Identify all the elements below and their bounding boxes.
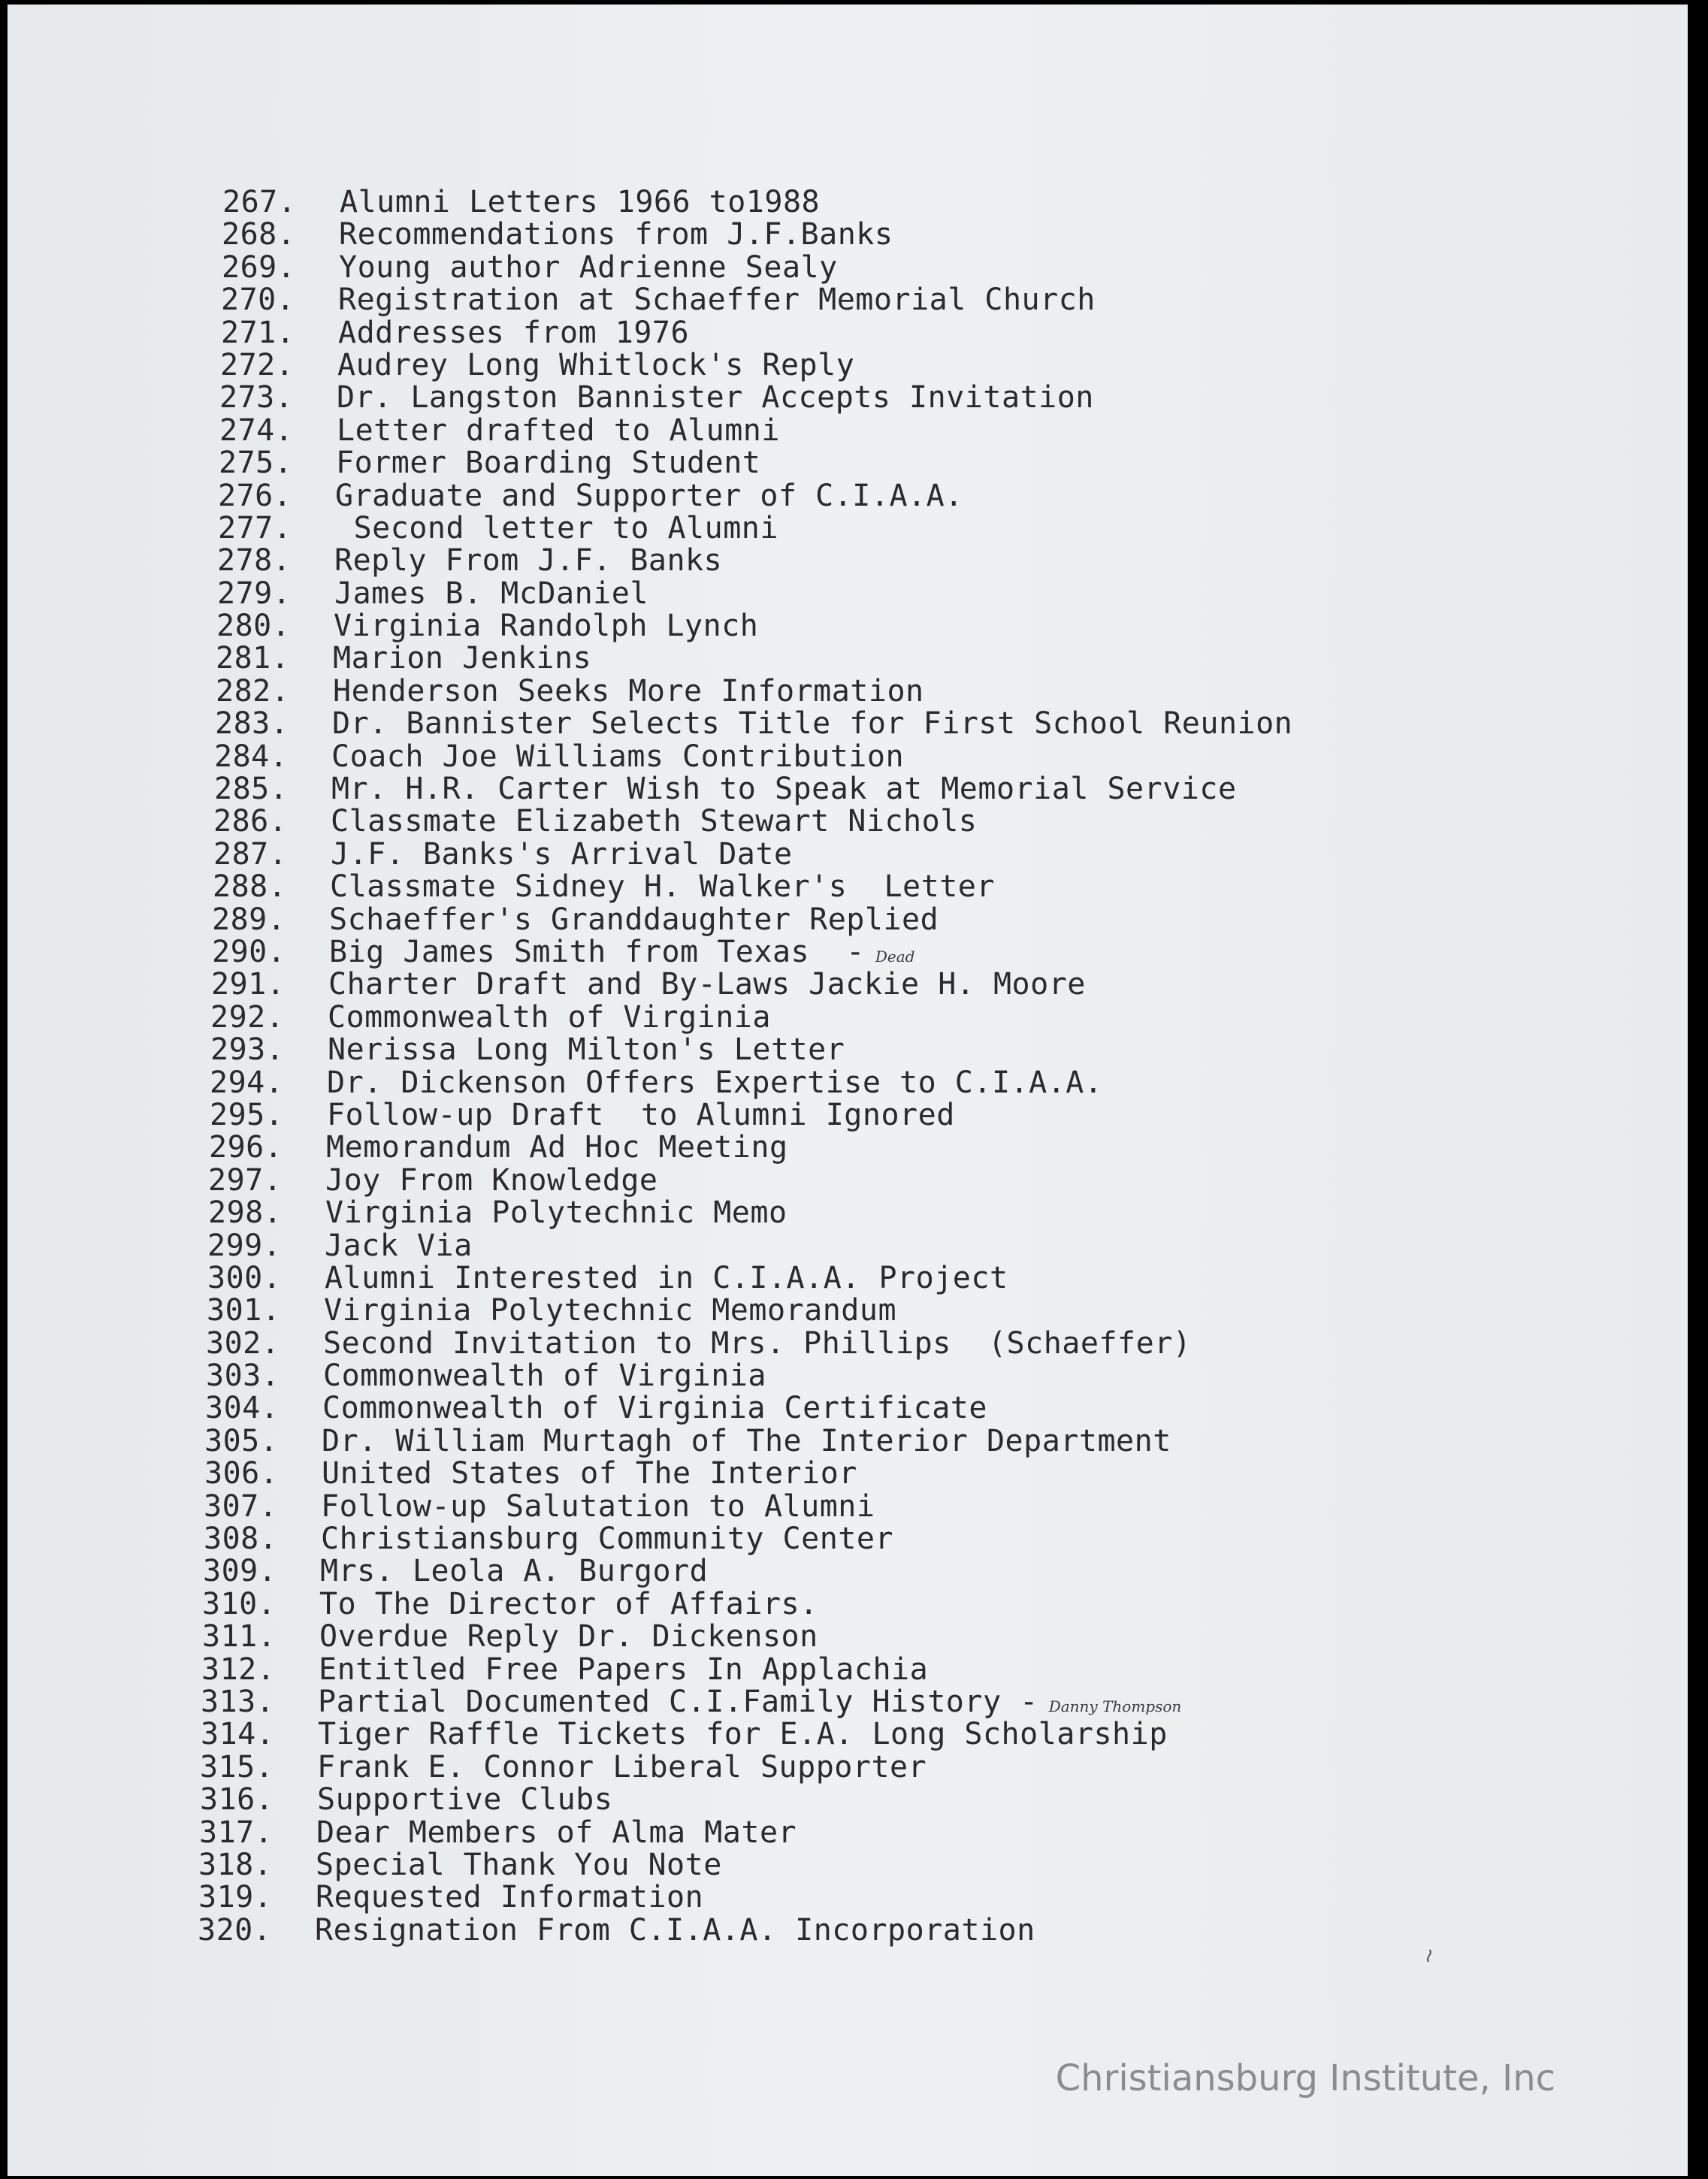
item-number: 304.	[205, 1391, 280, 1426]
list-item	[213, 836, 1641, 872]
item-title: Former Boarding Student	[336, 446, 761, 481]
item-title: Supportive Clubs	[317, 1782, 613, 1818]
list-item	[205, 1392, 1633, 1425]
item-title: Classmate Sidney H. Walker's Letter	[330, 869, 995, 905]
item-title: Mrs. Leola A. Burgord	[320, 1554, 709, 1589]
list-item	[220, 349, 1648, 382]
item-number: 308.	[204, 1522, 278, 1557]
list-item	[221, 284, 1649, 316]
list-item	[213, 805, 1641, 838]
item-title: Partial Documented C.I.Family History -	[318, 1684, 1038, 1719]
watermark: Christiansburg Institute, Inc	[1055, 2057, 1555, 2099]
list-item	[207, 1262, 1635, 1295]
item-number: 291.	[211, 967, 286, 1002]
item-title: Follow-up Draft to Alumni Ignored	[327, 1097, 955, 1132]
list-item	[217, 578, 1645, 610]
item-title: Letter drafted to Alumni	[337, 413, 780, 448]
handwritten-note: Dead	[875, 947, 915, 966]
list-item	[218, 480, 1646, 512]
item-number: 275.	[219, 446, 293, 481]
item-number: 286.	[213, 804, 288, 839]
list-item	[206, 1360, 1634, 1392]
item-title: Commonwealth of Virginia	[323, 1358, 766, 1394]
list-item	[198, 1849, 1626, 1881]
item-title: Henderson Seeks More Information	[333, 673, 924, 709]
list-item	[203, 1555, 1631, 1588]
item-number: 267.	[222, 185, 297, 219]
item-title: Dr. Langston Bannister Accepts Invitation	[337, 380, 1094, 416]
handwritten-note: Danny Thompson	[1048, 1697, 1182, 1715]
item-number: 279.	[217, 576, 292, 611]
list-item	[204, 1458, 1632, 1490]
item-title: Tiger Raffle Tickets for E.A. Long Scholarship	[318, 1717, 1168, 1752]
item-title: Joy From Knowledge	[325, 1162, 658, 1198]
list-item	[212, 936, 1640, 969]
item-number: 296.	[209, 1130, 283, 1165]
item-title: Requested Information	[316, 1880, 704, 1915]
item-number: 285.	[214, 772, 289, 807]
list-item	[201, 1654, 1629, 1686]
item-number: 284.	[214, 739, 289, 774]
item-number: 314.	[201, 1717, 275, 1752]
list-item	[219, 382, 1647, 414]
item-title: Resignation From C.I.A.A. Incorporation	[315, 1912, 1035, 1948]
list-item	[208, 1162, 1636, 1198]
list-item	[216, 675, 1643, 708]
item-title: Schaeffer's Granddaughter Replied	[329, 902, 939, 937]
item-number: 312.	[201, 1652, 276, 1687]
list-item	[210, 1099, 1637, 1132]
item-title: Audrey Long Whitlock's Reply	[337, 347, 855, 382]
item-title: Addresses from 1976	[338, 315, 690, 350]
list-item	[216, 610, 1644, 642]
list-item	[219, 415, 1647, 447]
item-number: 271.	[221, 315, 295, 350]
list-item	[204, 1425, 1632, 1458]
item-number: 289.	[212, 902, 286, 937]
item-title: Nerissa Long Milton's Letter	[328, 1032, 845, 1068]
list-item	[202, 1588, 1630, 1621]
item-title: Young author Adrienne Sealy	[339, 249, 838, 285]
list-item	[218, 512, 1646, 545]
list-item	[206, 1325, 1634, 1361]
item-title: Recommendations from J.F.Banks	[339, 217, 893, 252]
item-title: Coach Joe Williams Contribution	[331, 739, 905, 774]
list-item	[202, 1621, 1630, 1653]
item-number: 309.	[203, 1554, 277, 1589]
document-page	[8, 5, 1688, 2176]
item-number: 315.	[200, 1749, 274, 1785]
item-number: 294.	[210, 1065, 284, 1100]
item-title: Second Invitation to Mrs. Phillips (Schaeffer)	[323, 1325, 1192, 1361]
item-number: 311.	[202, 1619, 277, 1655]
item-number: 282.	[216, 673, 290, 709]
item-number: 277.	[218, 510, 292, 546]
item-number: 300.	[207, 1260, 282, 1295]
item-number: 305.	[204, 1423, 279, 1458]
entry-list	[198, 185, 1650, 1948]
item-title: Jack Via	[325, 1228, 473, 1263]
item-number: 281.	[216, 641, 290, 676]
list-item	[216, 642, 1643, 675]
list-item	[200, 1751, 1628, 1784]
item-number: 303.	[206, 1358, 280, 1394]
item-number: 319.	[198, 1880, 273, 1915]
item-number: 269.	[222, 249, 296, 285]
item-title: J.F. Banks's Arrival Date	[331, 836, 793, 872]
item-title: Marion Jenkins	[333, 641, 592, 676]
item-number: 293.	[210, 1032, 285, 1068]
item-number: 316.	[200, 1782, 274, 1818]
item-title: Dr. William Murtagh of The Interior Department	[322, 1423, 1171, 1458]
item-title: Mr. H.R. Carter Wish to Speak at Memorial Service	[331, 772, 1237, 807]
item-number: 287.	[213, 836, 288, 872]
list-item	[211, 969, 1639, 1001]
list-item	[207, 1295, 1634, 1327]
item-title: Graduate and Supporter of C.I.A.A.	[335, 478, 963, 513]
item-number: 301.	[207, 1293, 281, 1328]
list-item	[222, 219, 1649, 251]
item-title: Reply From J.F. Banks	[334, 543, 723, 579]
item-number: 299.	[207, 1228, 282, 1263]
list-item	[200, 1784, 1628, 1816]
item-title: Commonwealth of Virginia Certificate	[322, 1391, 987, 1426]
list-item	[198, 1881, 1626, 1914]
item-title: Commonwealth of Virginia	[328, 999, 771, 1035]
item-title: Frank E. Connor Liberal Supporter	[317, 1749, 927, 1785]
list-item	[204, 1488, 1631, 1524]
item-title: Overdue Reply Dr. Dickenson	[319, 1619, 818, 1655]
list-item	[222, 249, 1649, 285]
list-item	[198, 1912, 1625, 1948]
item-number: 290.	[212, 934, 286, 969]
item-number: 318.	[198, 1847, 273, 1882]
item-title: Memorandum Ad Hoc Meeting	[326, 1130, 788, 1165]
item-number: 274.	[219, 413, 294, 448]
item-title: Dear Members of Alma Mater	[316, 1815, 797, 1850]
list-item	[219, 447, 1646, 479]
item-number: 276.	[218, 478, 292, 513]
list-item	[210, 1067, 1637, 1099]
list-item	[201, 1718, 1628, 1751]
list-item	[217, 545, 1645, 577]
list-item	[210, 999, 1638, 1035]
item-title: Follow-up Salutation to Alumni	[321, 1488, 875, 1524]
list-item	[214, 741, 1642, 773]
list-item	[207, 1230, 1635, 1262]
item-number: 298.	[208, 1195, 283, 1231]
item-title: Dr. Bannister Selects Title for First School Reunion	[332, 706, 1293, 742]
item-number: 272.	[220, 347, 295, 382]
item-title: Virginia Polytechnic Memorandum	[324, 1293, 897, 1328]
item-title: To The Director of Affairs.	[319, 1586, 818, 1621]
list-item	[222, 186, 1650, 219]
item-number: 310.	[202, 1586, 277, 1621]
item-title: Special Thank You Note	[316, 1847, 722, 1882]
item-title: Classmate Elizabeth Stewart Nichols	[331, 804, 978, 839]
item-title: Virginia Polytechnic Memo	[325, 1195, 787, 1231]
list-item	[204, 1523, 1631, 1555]
list-item	[210, 1034, 1638, 1066]
item-number: 280.	[216, 609, 291, 644]
item-number: 270.	[221, 283, 295, 318]
list-item	[209, 1132, 1637, 1164]
pencil-mark: ≀	[1424, 1945, 1431, 1967]
item-title: United States of The Interior	[322, 1456, 857, 1491]
item-number: 307.	[204, 1488, 278, 1524]
item-number: 268.	[222, 217, 296, 252]
list-item	[201, 1686, 1628, 1718]
item-title: Entitled Free Papers In Applachia	[319, 1652, 929, 1687]
item-number: 306.	[204, 1456, 279, 1491]
item-number: 288.	[213, 869, 287, 905]
item-title: Virginia Randolph Lynch	[334, 609, 759, 644]
item-number: 297.	[208, 1162, 283, 1198]
item-number: 302.	[206, 1325, 280, 1361]
list-item	[199, 1817, 1627, 1849]
list-item	[213, 871, 1640, 903]
list-item	[215, 708, 1643, 740]
list-item	[208, 1197, 1636, 1229]
item-number: 273.	[219, 380, 294, 416]
item-title: Big James Smith from Texas -	[329, 934, 865, 969]
item-title: Registration at Schaeffer Memorial Church	[338, 283, 1096, 318]
list-item	[221, 317, 1649, 349]
item-title: Second letter to Alumni	[335, 510, 778, 546]
item-number: 283.	[215, 706, 289, 742]
item-number: 320.	[198, 1912, 272, 1948]
item-number: 317.	[199, 1815, 274, 1850]
item-title: James B. McDaniel	[334, 576, 648, 611]
item-number: 295.	[210, 1097, 284, 1132]
list-item	[214, 773, 1642, 805]
item-number: 278.	[217, 543, 292, 579]
item-title: Alumni Letters 1966 to1988	[340, 185, 821, 219]
item-title: Dr. Dickenson Offers Expertise to C.I.A.A.	[327, 1065, 1103, 1100]
item-title: Alumni Interested in C.I.A.A. Project	[325, 1260, 1008, 1295]
list-item	[212, 904, 1640, 936]
item-number: 313.	[201, 1684, 275, 1719]
item-title: Christiansburg Community Center	[321, 1522, 894, 1557]
item-title: Charter Draft and By-Laws Jackie H. Moore	[328, 967, 1086, 1002]
item-number: 292.	[210, 999, 285, 1035]
